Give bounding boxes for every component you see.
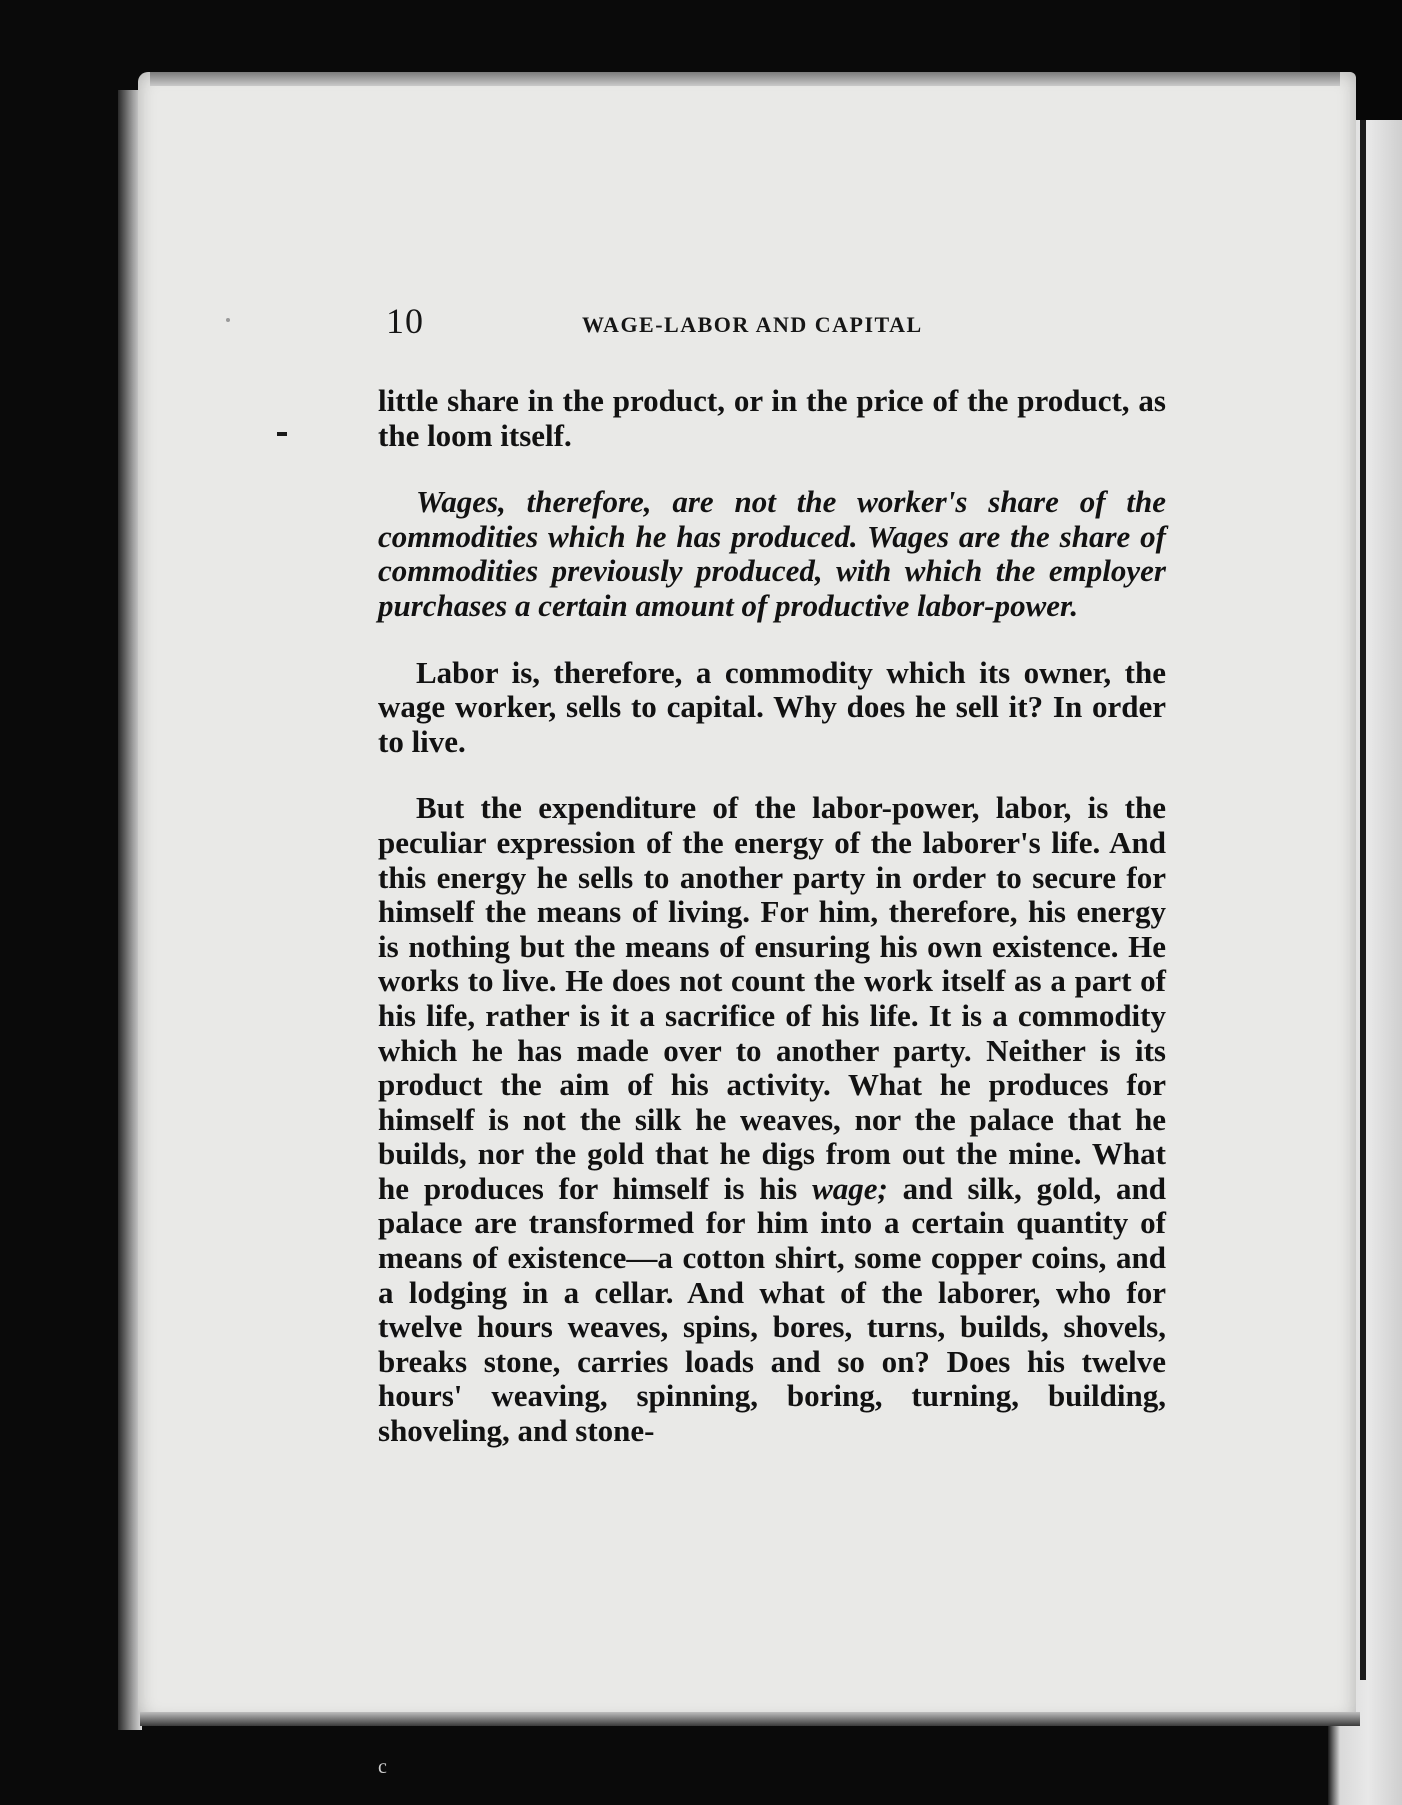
stray-mark: c — [378, 1756, 387, 1778]
facing-page-rule — [1360, 120, 1366, 1680]
book-title: WAGE-LABOR AND CAPITAL — [582, 312, 923, 337]
margin-mark — [277, 432, 287, 436]
page-top-edge — [150, 72, 1340, 86]
emphasis-wage: wage; — [812, 1170, 888, 1206]
page-bottom-edge — [140, 1712, 1360, 1726]
running-head — [386, 300, 1166, 350]
paragraph-continuation: little share in the product, or in the price of the product, as the loom itself. — [378, 383, 1166, 453]
paragraph-expenditure — [378, 791, 1166, 1448]
paragraph-text-end: and silk, gold, and palace are transformed for him into a certain quantity of means of existence—a cotton shirt, some copper coins, and a lodging in a cellar. And what of the laborer, who for twelve hours weaves, spins, bores, turns, builds, shovels, breaks stone, carries loads and so on? Does his twelve hours' weaving, spinning, boring, turning, building, shoveling, and stone- — [378, 1170, 1167, 1449]
paragraph-labor-commodity: Labor is, therefore, a commodity which its owner, the wage worker, sells to capital. Why does he sell it? In order to live. — [378, 654, 1166, 759]
paragraph-italic-definition: Wages, therefore, are not the worker's share of the commodities which he has produced. Wages are the share of commodities previously produced, with which the employer purchases a certain amount of productive labor-power. — [378, 484, 1166, 623]
scan-speck — [226, 318, 230, 322]
paragraph-text-start: But the expenditure of the labor-power, labor, is the peculiar expression of the energy of the laborer's life. And this energy he sells to another party in order to secure for himself the means of living. For him, therefore, his energy is nothing but the means of ensuring his own existence. He works to live. He does not count the work itself as a part of his life, rather is it a sacrifice of his life. It is a commodity which he has made over to another party. Neither is its product the aim of his activity. What he produces for himself is not the silk he weaves, nor the palace that he builds, nor the gold that he digs from out the mine. What he produces for himself is his — [378, 790, 1166, 1206]
page-number: 10 — [386, 301, 424, 341]
body-text — [378, 384, 1166, 1481]
